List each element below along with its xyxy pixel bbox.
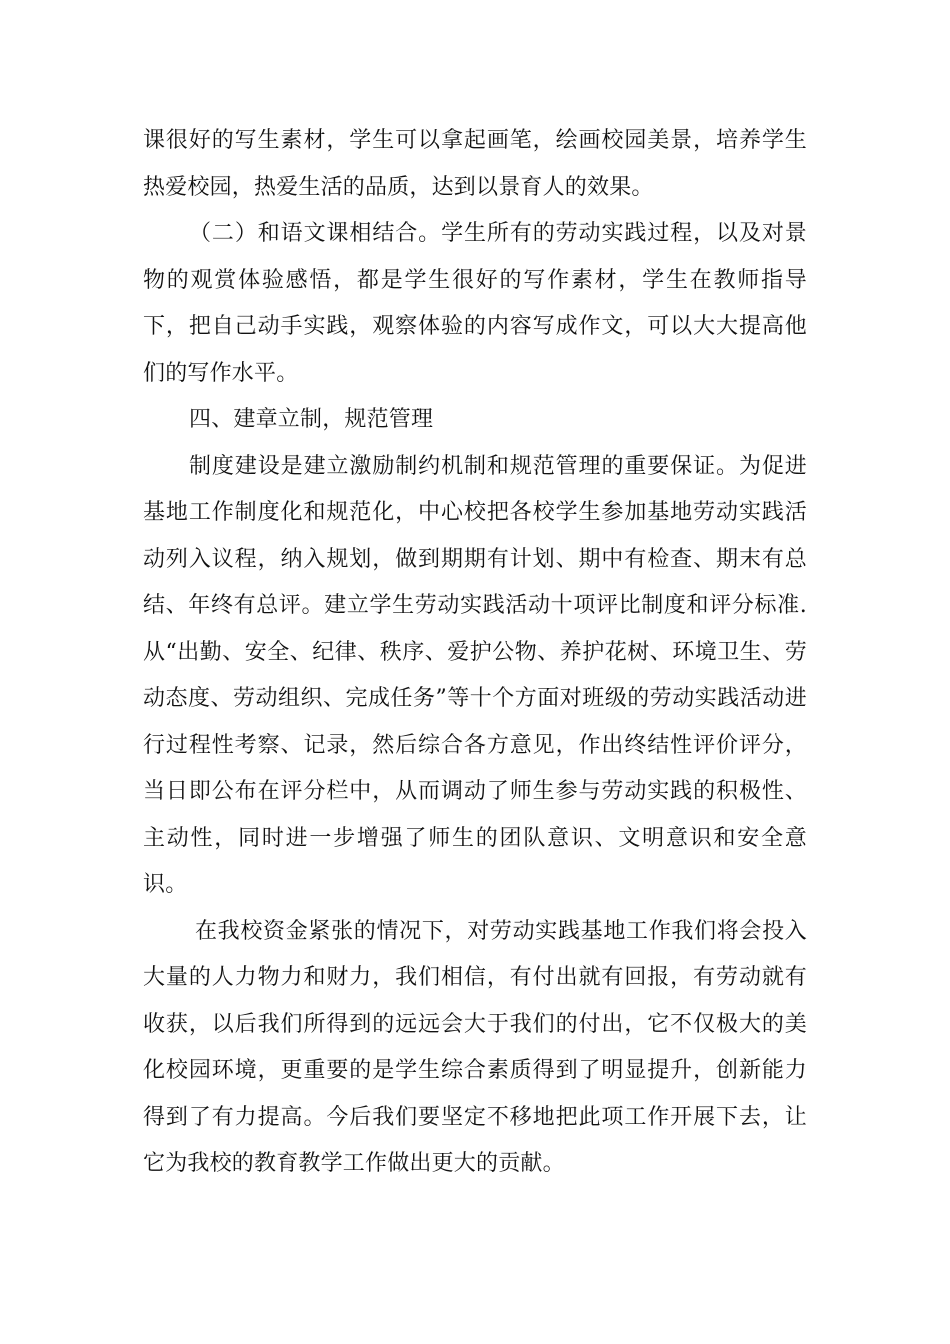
paragraph-continuation: 课很好的写生素材，学生可以拿起画笔，绘画校园美景，培养学生热爱校园，热爱生活的品质，达到以景育人的效果。 bbox=[143, 128, 807, 200]
paragraph-conclusion: 在我校资金紧张的情况下，对劳动实践基地工作我们将会投入大量的人力物力和财力，我们相信，有付出就有回报，有劳动就有收获，以后我们所得到的远远会大于我们的付出，它不仅极大的美化校园环境，更重要的是学生综合素质得到了明显提升，创新能力得到了有力提高。今后我们要坚定不移地把此项工作开展下去，让它为我校的教育教学工作做出更大的贡献。 bbox=[143, 918, 807, 1176]
section-heading: 四、建章立制，规范管理 bbox=[189, 407, 434, 432]
paragraph-chinese-class: （二）和语文课相结合。学生所有的劳动实践过程，以及对景物的观赏体验感悟，都是学生很好的写作素材，学生在教师指导下，把自己动手实践，观察体验的内容写成作文，可以大大提高他们的写作水平。 bbox=[143, 221, 807, 386]
document-body bbox=[143, 118, 807, 1188]
paragraph-system-building: 制度建设是建立激励制约机制和规范管理的重要保证。为促进基地工作制度化和规范化，中心校把各校学生参加基地劳动实践活动列入议程，纳入规划，做到期期有计划、期中有检查、期末有总结、年终有总评。建立学生劳动实践活动十项评比制度和评分标准. 从“出勤、安全、纪律、秩序、爱护公物、养护花树、环境卫生、劳动态度、劳动组织、完成任务”等十个方面对班级的劳动实践活动进行过程性考察、记录，然后综合各方意见，作出终结性评价评分，当日即公布在评分栏中，从而调动了师生参与劳动实践的积极性、主动性，同时进一步增强了师生的团队意识、文明意识和安全意识。 bbox=[143, 453, 807, 897]
